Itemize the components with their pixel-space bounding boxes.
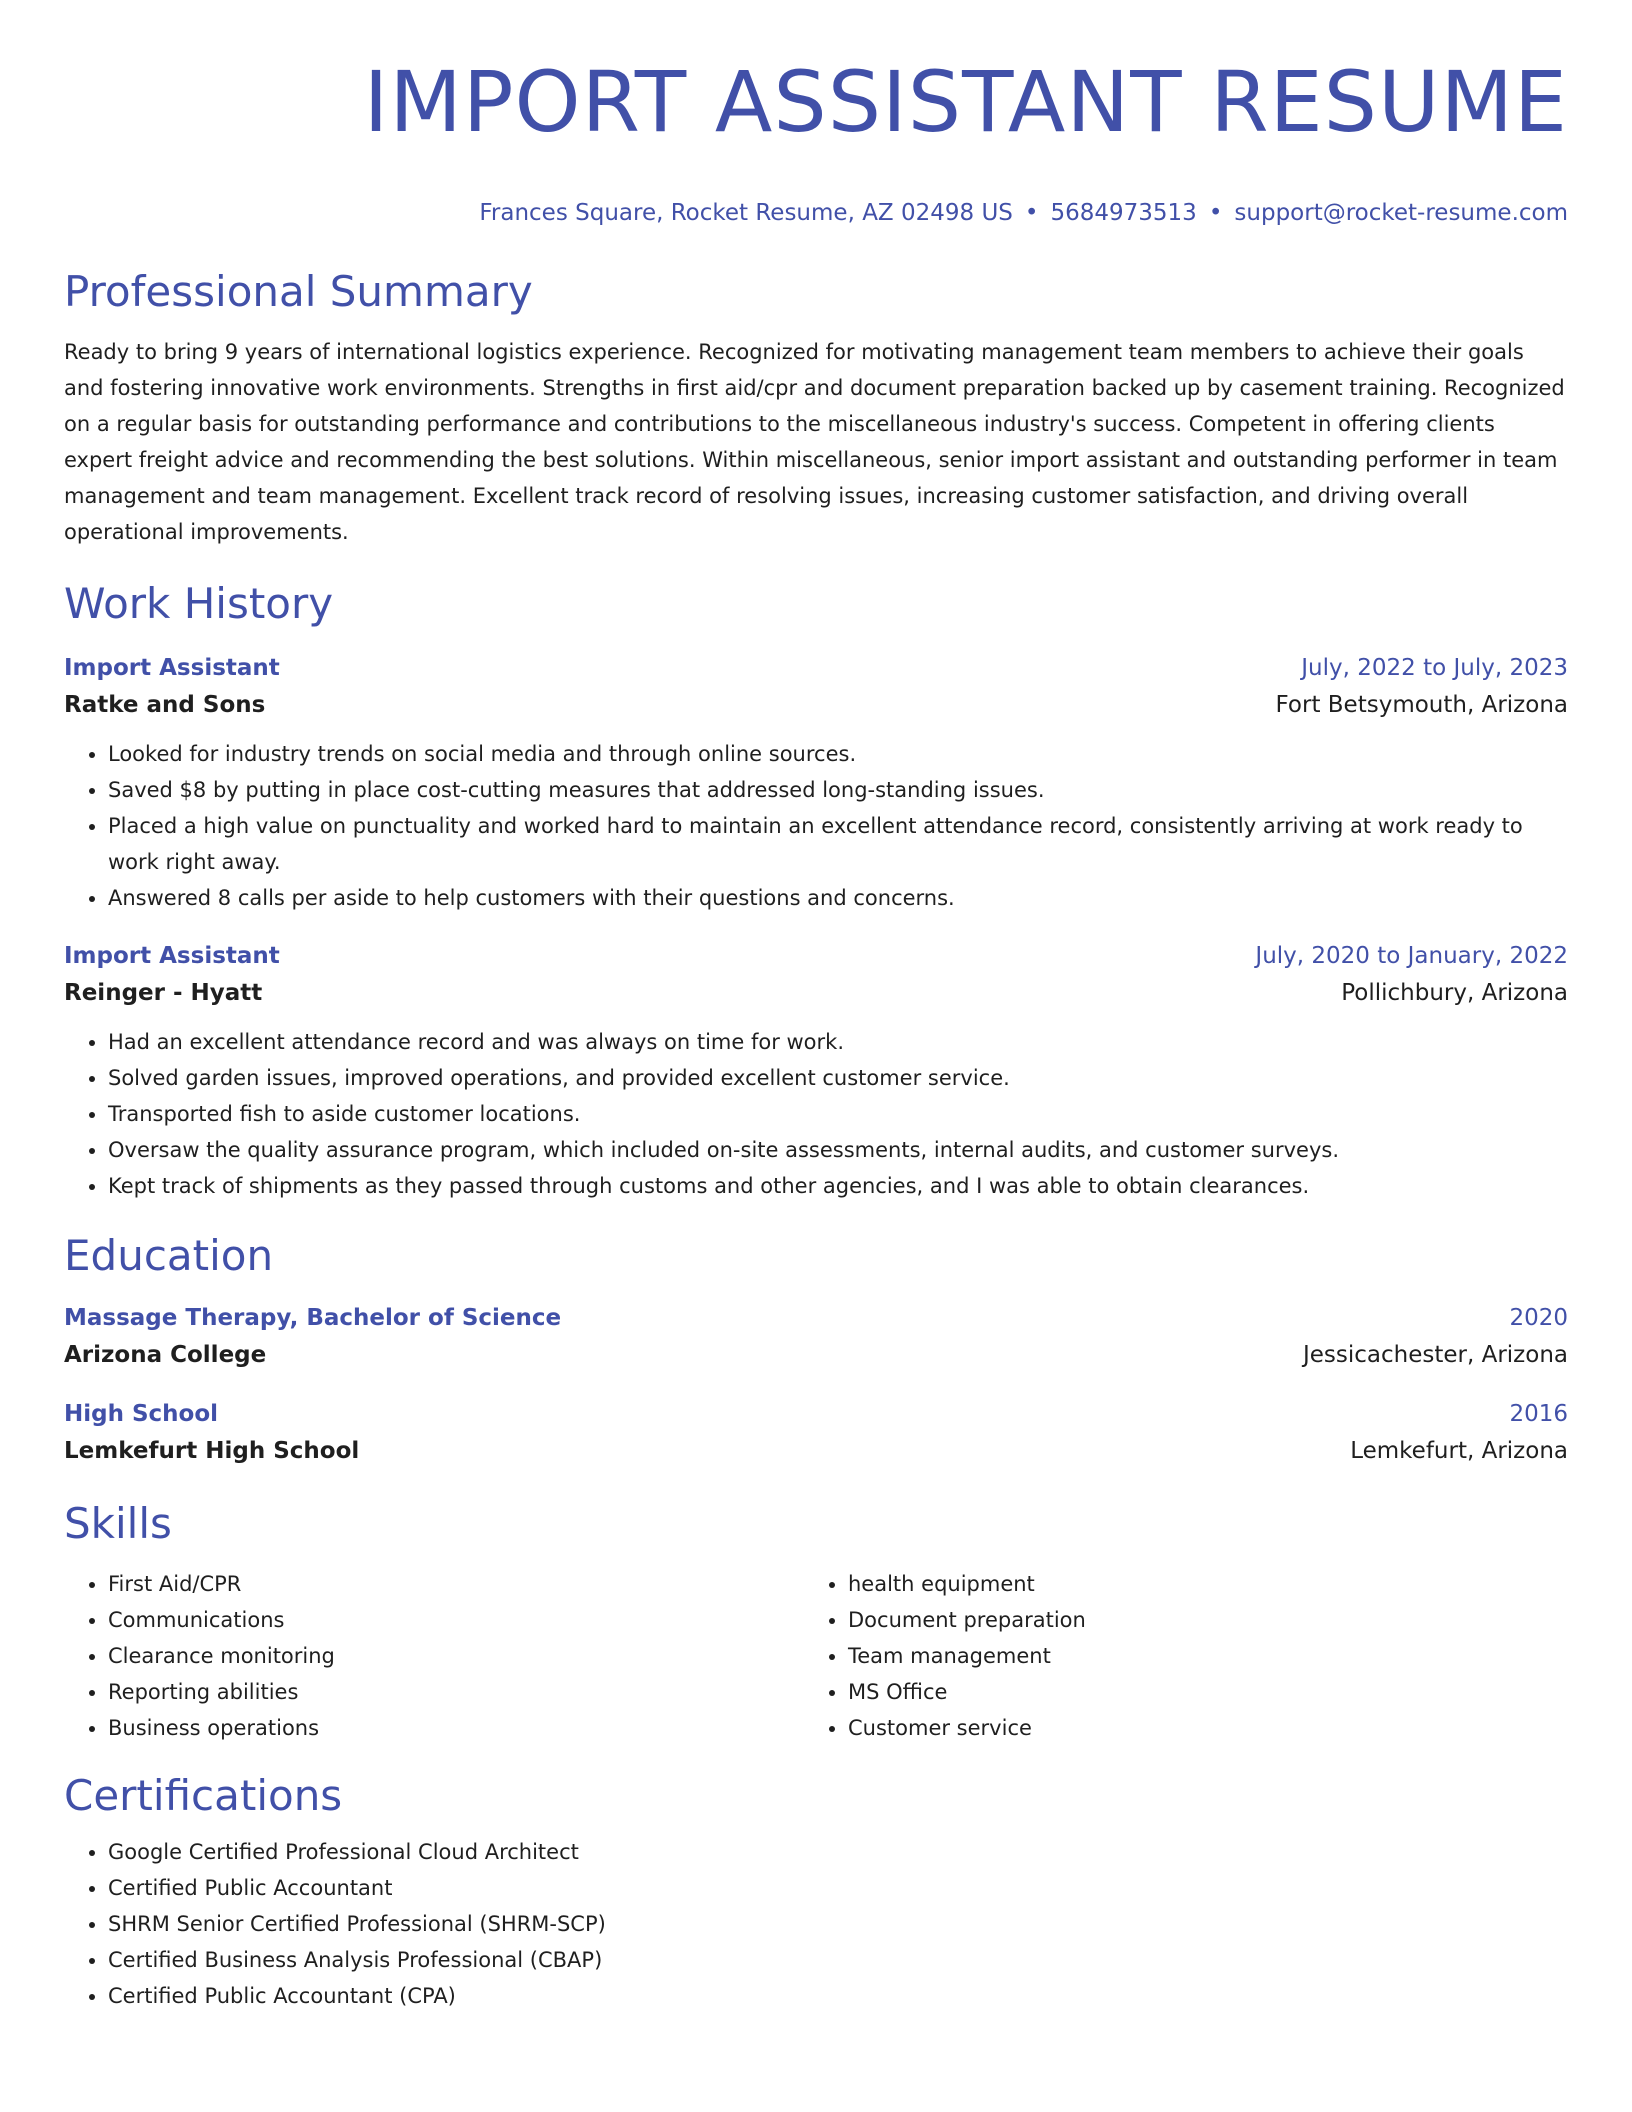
job-company: Ratke and Sons [64,692,266,718]
education-year: 2020 [1509,1305,1568,1331]
list-item: • Placed a high value on punctuality and worked hard to maintain an excellent attendance record, consistently arriving at work ready to work right away. [108,808,1568,880]
contact-email: support@rocket-resume.com [1234,200,1568,226]
certifications-list [64,1834,1568,2014]
skill-item: • Reporting abilities [108,1674,804,1710]
list-item: • Transported fish to aside customer locations. [108,1096,1568,1132]
job-entry [64,650,1568,916]
contact-address: Frances Square, Rocket Resume, AZ 02498 US [479,200,1013,226]
resume-title: IMPORT ASSISTANT RESUME [363,53,1568,151]
certifications-heading: Certifications [64,1771,343,1820]
contact-separator: • [1208,200,1223,226]
skills-heading: Skills [64,1499,172,1548]
list-item: • Kept track of shipments as they passed through customs and other agencies, and I was able to obtain clearances. [108,1168,1568,1204]
skills-list-right [804,1566,1544,1746]
education-location: Lemkefurt, Arizona [1350,1438,1568,1464]
education-school: Arizona College [64,1342,267,1368]
certification-item: • Certified Public Accountant [108,1870,1568,1906]
certification-item: • Google Certified Professional Cloud Architect [108,1834,1568,1870]
education-degree: High School [64,1401,219,1427]
skill-item: • First Aid/CPR [108,1566,804,1602]
skill-item: • Communications [108,1602,804,1638]
skill-item: • Team management [848,1638,1544,1674]
education-year: 2016 [1509,1401,1568,1427]
skills-list-left [64,1566,804,1746]
job-location: Fort Betsymouth, Arizona [1275,692,1568,718]
list-item: • Oversaw the quality assurance program, which included on-site assessments, internal audits, and customer surveys. [108,1132,1568,1168]
skills-grid [64,1566,1568,1746]
job-company: Reinger - Hyatt [64,980,263,1006]
education-degree: Massage Therapy, Bachelor of Science [64,1305,562,1331]
education-school: Lemkefurt High School [64,1438,360,1464]
list-item: • Solved garden issues, improved operations, and provided excellent customer service. [108,1060,1568,1096]
job-bullets [64,736,1568,916]
job-dates: July, 2020 to January, 2022 [1255,943,1568,969]
work-history-heading: Work History [64,579,334,628]
job-entry [64,938,1568,1204]
job-role: Import Assistant [64,655,280,681]
job-bullets [64,1024,1568,1204]
summary-heading: Professional Summary [64,267,533,316]
skill-item: • health equipment [848,1566,1544,1602]
contact-separator: • [1024,200,1039,226]
list-item: • Saved $8 by putting in place cost-cutting measures that addressed long-standing issues. [108,772,1568,808]
skill-item: • Clearance monitoring [108,1638,804,1674]
job-dates: July, 2022 to July, 2023 [1301,655,1568,681]
skill-item: • MS Office [848,1674,1544,1710]
certification-item: • Certified Business Analysis Professional (CBAP) [108,1942,1568,1978]
education-entry [64,1300,1568,1374]
skill-item: • Customer service [848,1710,1544,1746]
list-item: • Had an excellent attendance record and was always on time for work. [108,1024,1568,1060]
education-entry [64,1396,1568,1470]
education-location: Jessicachester, Arizona [1302,1342,1568,1368]
summary-text: Ready to bring 9 years of international logistics experience. Recognized for motivating management team members to achieve their goals and fostering innovative work environments. Strengths in first aid/cpr and document preparation backed up by casement training. Recognized on a regular basis for outstanding performance and contributions to the miscellaneous industry's success. Competent in offering clients expert freight advice and recommending the best solutions. Within miscellaneous, senior import assistant and outstanding performer in team management and team management. Excellent track record of resolving issues, increasing customer satisfaction, and driving overall operational improvements. [64,340,1565,544]
job-location: Pollichbury, Arizona [1341,980,1568,1006]
certification-item: • Certified Public Accountant (CPA) [108,1978,1568,2014]
job-role: Import Assistant [64,943,280,969]
list-item: • Looked for industry trends on social media and through online sources. [108,736,1568,772]
contact-line [64,198,1568,228]
contact-phone: 5684973513 [1050,200,1197,226]
skill-item: • Document preparation [848,1602,1544,1638]
list-item: • Answered 8 calls per aside to help customers with their questions and concerns. [108,880,1568,916]
skill-item: • Business operations [108,1710,804,1746]
certification-item: • SHRM Senior Certified Professional (SHRM-SCP) [108,1906,1568,1942]
education-heading: Education [64,1231,274,1280]
